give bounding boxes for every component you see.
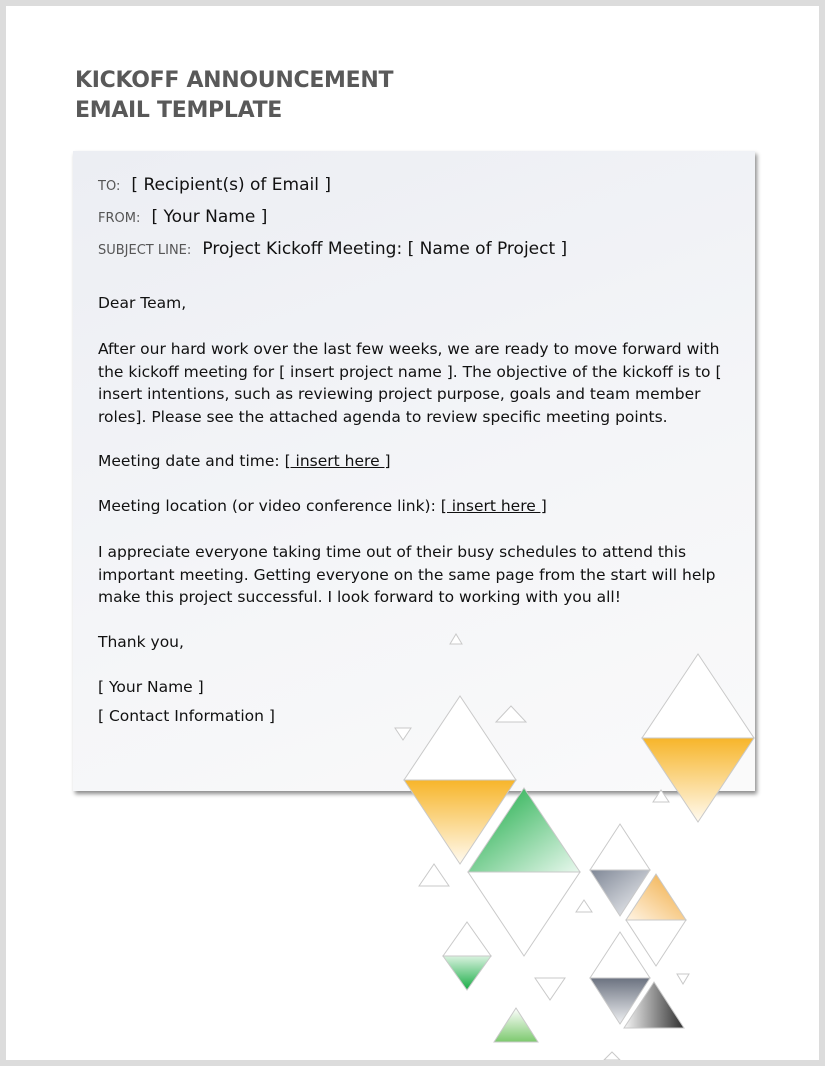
- triangle-14: [468, 788, 580, 872]
- from-label: FROM:: [98, 211, 141, 226]
- triangle-18: [494, 1008, 538, 1042]
- triangle-5: [419, 864, 449, 886]
- triangle-9: [604, 1052, 620, 1060]
- closing-paragraph: I appreciate everyone taking time out of their busy schedules to attend this important meeting. Getting everyone on the same page from the start will help make this project successful. I look forward to working with you all!: [98, 543, 716, 606]
- greeting: Dear Team,: [98, 294, 187, 312]
- from-value: [ Your Name ]: [151, 207, 268, 227]
- closing-line: Thank you,: [98, 633, 184, 651]
- triangle-8: [677, 974, 689, 984]
- subject-label: SUBJECT LINE:: [98, 243, 192, 258]
- triangle-23: [590, 932, 650, 978]
- triangle-7: [535, 978, 565, 1000]
- signature-contact: [ Contact Information ]: [98, 707, 275, 725]
- meeting-date-line: [98, 450, 738, 473]
- title-line-1: KICKOFF ANNOUNCEMENT: [75, 68, 394, 93]
- triangle-15: [468, 872, 580, 956]
- meeting-location-line: [98, 495, 738, 518]
- intro-paragraph: After our hard work over the last few weeks, we are ready to move forward with the kickoff meeting for [ insert project name ]. The objective of the kickoff is to [ insert intentions, such as reviewing project purpose, goals and team member roles]. Please see the attached agenda to review specific meeting points.: [98, 340, 722, 426]
- triangle-21: [626, 874, 686, 920]
- meeting-date-label: Meeting date and time:: [98, 452, 280, 470]
- document-title: [75, 66, 393, 126]
- triangle-16: [443, 922, 491, 956]
- signature-name: [ Your Name ]: [98, 678, 204, 696]
- triangle-22: [626, 920, 686, 966]
- triangle-25: [624, 982, 684, 1028]
- from-row: [98, 207, 267, 227]
- to-row: [98, 175, 331, 195]
- document-page: [6, 6, 819, 1060]
- triangle-20: [590, 870, 650, 916]
- email-card: [73, 151, 755, 791]
- to-value: [ Recipient(s) of Email ]: [131, 175, 331, 195]
- triangle-24: [590, 978, 650, 1024]
- triangle-6: [576, 900, 592, 912]
- subject-value: Project Kickoff Meeting: [ Name of Project ]: [202, 239, 568, 259]
- meeting-location-label: Meeting location (or video conference link):: [98, 497, 436, 515]
- triangle-11: [404, 780, 516, 864]
- triangle-19: [590, 824, 650, 870]
- to-label: TO:: [98, 179, 121, 194]
- triangle-17: [443, 956, 491, 990]
- meeting-location-value: [ insert here ]: [440, 497, 547, 515]
- meeting-date-value: [ insert here ]: [284, 452, 391, 470]
- triangle-4: [653, 790, 669, 802]
- subject-row: [98, 239, 567, 259]
- title-line-2: EMAIL TEMPLATE: [75, 98, 283, 123]
